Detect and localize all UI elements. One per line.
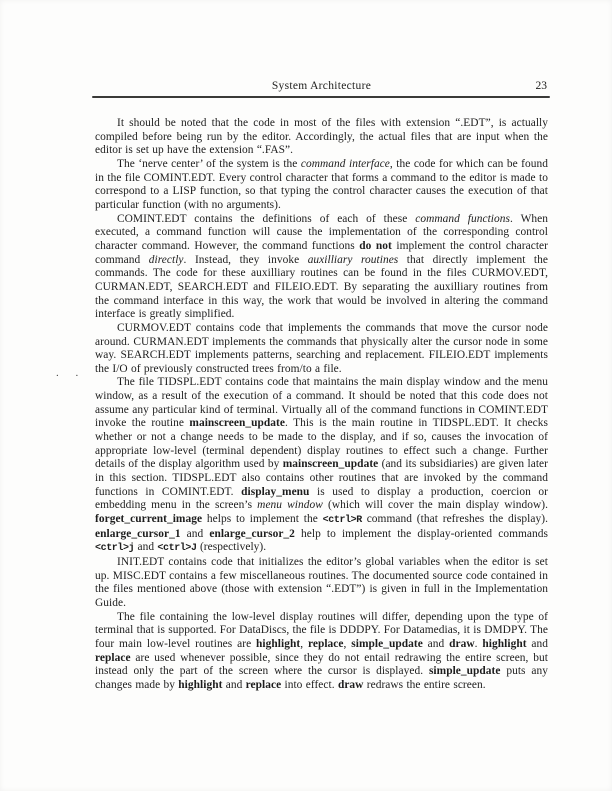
text-run: (and its subsidiaries) are given later in this section. TIDSPL.EDT also contains other routines that are invoked by the command functions in COMINT.EDT. [95,458,548,498]
text-run: highlight [256,637,301,650]
text-run: draw [337,678,364,691]
text-run: . [474,637,483,650]
text-run: and [422,637,450,650]
text-run: command (that refreshes the display). [361,513,548,526]
text-run: and [134,541,158,554]
text-run: replace [245,678,282,691]
paragraph [95,322,548,377]
text-run: It should be noted that the code in most of the files with extension “.EDT”, is actually compiled before being run by the editor. Accordingly, the actual files that are input when the editor is set up have the extension “.FAS”. [95,117,548,157]
page-number: 23 [535,80,547,92]
text-run: <ctrl>R [322,515,362,527]
text-run: help to implement the display-oriented commands [294,527,548,540]
text-run: simple_update [351,637,423,650]
text-run: and [180,527,210,540]
paragraph [95,213,548,322]
text-run: display_menu [241,485,310,498]
text-run: replace [307,637,344,650]
paragraph [95,117,548,158]
text-run: . Instead, they invoke [183,253,308,266]
text-run: menu window [257,499,323,512]
text-run: that directly implement the commands. The code for these auxilliary routines can be found in the files CURMOV.EDT, CURMAN.EDT, SEARCH.EDT and FILEIO.EDT. By separating the auxilliary routines from the command interface in this way, the work that would be involved in altering the command interface is greatly simplified. [95,253,548,321]
text-run: do not [359,239,392,252]
text-run: mainscreen_update [282,458,379,471]
text-run: redraws the entire screen. [363,678,486,691]
scan-artifact-dots: . . [56,367,86,379]
paragraph [95,556,548,611]
text-run: implement the control character command [95,239,549,266]
text-run: (which will cover the main display window). [322,499,548,512]
page-header [95,79,548,94]
text-run: <ctrl>J [157,543,197,555]
text-run: enlarge_cursor_2 [209,527,295,540]
header-rule [92,96,550,98]
text-run: <ctrl>j [95,543,135,555]
text-run: into effect. [281,678,338,691]
text-run: The file containing the low-level display routines will differ, depending upon the type of terminal that is supported. For DataDiscs, the file is DDDPY. For Datamedias, it is DMDPY. The four main low-level routines are [95,610,548,650]
text-run: draw [449,637,475,650]
text-run: COMINT.EDT contains the definitions of each of these [117,212,416,225]
text-run: highlight [178,678,223,691]
text-run: mainscreen_update [189,417,285,430]
text-run: , the code for which can be found in the file COMINT.EDT. Every control character that forms a command to the editor is made to correspond to a LISP function, so that typing the control character causes the execution of that particular function (with no arguments). [95,157,548,211]
text-run: . When executed, a command function will cause the implementation of the corresponding control character command. However, the command functions [95,212,548,252]
text-run: enlarge_cursor_1 [95,527,181,540]
paragraph [95,158,548,213]
text-run: highlight [482,637,527,650]
text-run: command interface [300,157,390,170]
text-run: INIT.EDT contains code that initializes the editor’s global variables when the editor is set up. MISC.EDT contains a few miscellaneous routines. The documented source code contained in the files mentioned above (those with extension “.EDT”) is given in full in the Implementation Guide. [95,556,548,609]
text-run: CURMOV.EDT contains code that implements the commands that move the cursor node around. CURMAN.EDT implements the commands that physically alter the cursor node in some way. SEARCH.EDT implements patterns, searching and replacement. FILEIO.EDT implements the I/O of previously constructed trees from/to a file. [95,321,548,375]
text-run: are used whenever possible, since they do not entail redrawing the entire screen, but instead only the part of the screen where the cursor is displayed. [95,651,548,678]
text-run: (respectively). [196,541,267,554]
text-run: . This is the main routine in TIDSPL.EDT. It checks whether or not a change needs to be made to the display, and if so, causes the invocation of appropriate low-level (terminal dependent) display routines to effect such a change. Further details of the display algorithm used by [95,417,549,471]
text-run: simple_update [428,665,501,678]
text-run: forget_current_image [95,513,203,526]
text-run: directly [148,253,184,266]
text-run: auxilliary routines [307,253,399,266]
text-run: The ‘nerve center’ of the system is the [117,157,301,170]
page-title: System Architecture [271,80,372,92]
text-run: , [300,637,308,650]
paragraph [95,611,548,693]
text-run: is used to display a production, coercion or embedding menu in the screen’s [95,485,548,512]
text-run: , [343,637,352,650]
text-run: puts any changes made by [95,665,548,691]
paragraphs-container [95,117,548,693]
text-run: The file TIDSPL.EDT contains code that maintains the main display window and the menu window, as a result of the execution of a command. It should be noted that this code does not assume any particular kind of terminal. Virtually all of the command functions in COMINT.EDT invoke the routine [95,376,548,430]
text-run: helps to implement the [202,513,323,526]
paragraph [95,376,548,556]
text-run: and [526,637,549,650]
text-run: and [222,678,246,691]
text-run: replace [95,651,131,664]
text-run: command functions [415,212,510,225]
